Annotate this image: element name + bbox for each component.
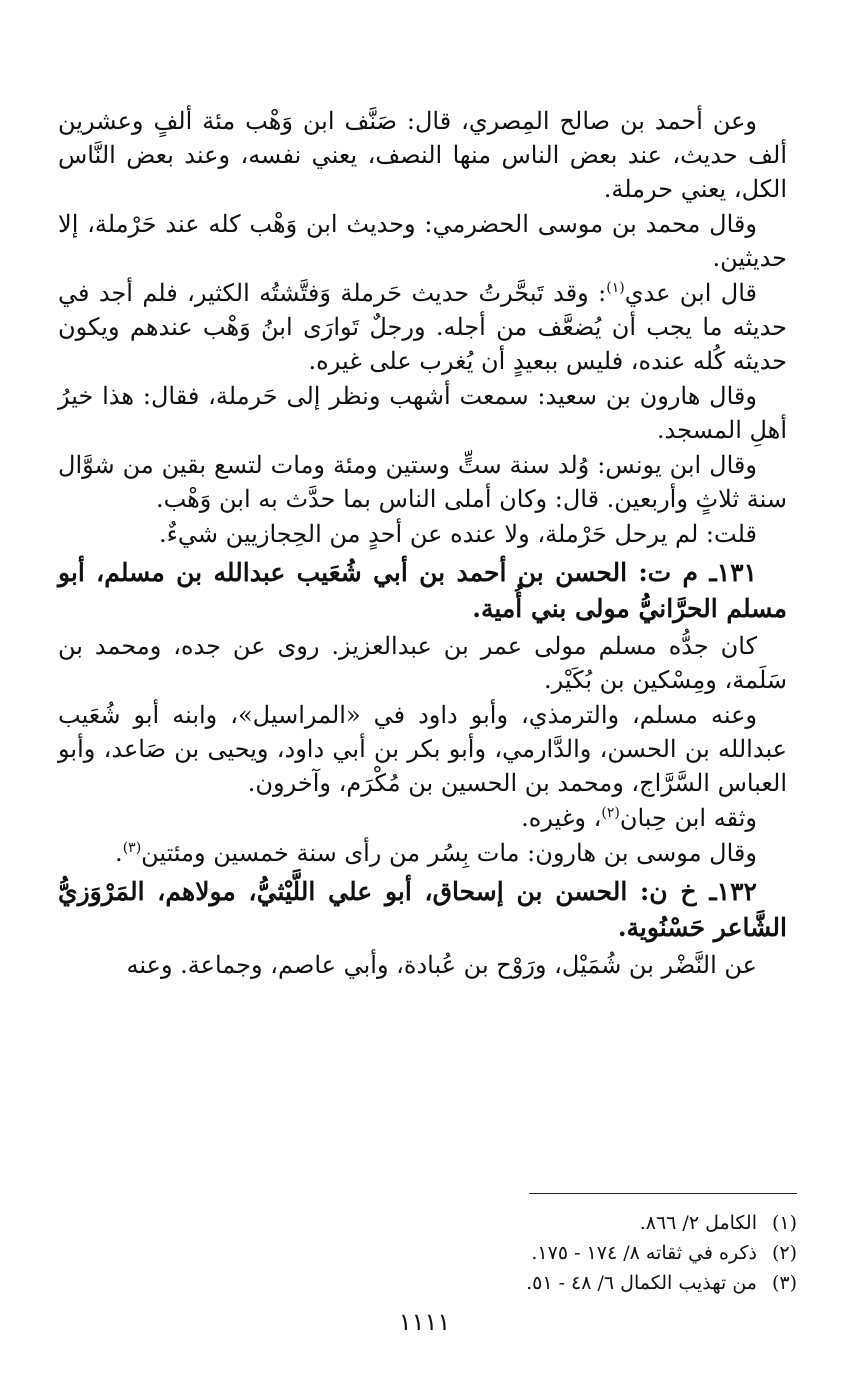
main-text <box>58 104 787 983</box>
entry-codes: م ت: <box>638 558 699 587</box>
entry-heading-131 <box>58 555 787 627</box>
footnote-text: ذكره في ثقاته ٨/ ١٧٤ - ١٧٥. <box>531 1242 757 1264</box>
entry-codes: خ ن: <box>640 877 697 906</box>
paragraph-text: وثقه ابن حِبان <box>619 804 757 832</box>
paragraph <box>58 801 787 835</box>
paragraph: وقال هارون بن سعيد: سمعت أشهب ونظر إلى حَرملة، فقال: هذا خيرُ أهلِ المسجد. <box>58 382 787 444</box>
footnote <box>60 1268 797 1298</box>
paragraph: كان جدُّه مسلم مولى عمر بن عبدالعزيز. روى عن جده، ومحمد بن سَلَمة، ومِسْكين بن بُكَيْر. <box>58 632 787 694</box>
footnotes <box>60 1208 797 1298</box>
entry-heading-132 <box>58 874 787 946</box>
footnote-text: من تهذيب الكمال ٦/ ٤٨ - ٥١. <box>526 1272 757 1294</box>
paragraph: وقال ابن يونس: وُلد سنة ستٍّ وستين ومئة ومات لتسع بقين من شوَّال سنة ثلاثٍ وأربعين. قال: وكان أملى الناس بما حدَّث به ابن وَهْب. <box>58 451 787 513</box>
paragraph-text: قال ابن عدي <box>624 279 757 307</box>
entry-number: ١٣١ـ <box>709 558 757 587</box>
footnote-ref[interactable]: (٣) <box>122 840 142 856</box>
paragraph: عن النَّضْر بن شُمَيْل، ورَوْح بن عُبادة، وأبي عاصم، وجماعة. وعنه <box>126 951 757 979</box>
page-number: ١١١١ <box>398 1308 451 1336</box>
paragraph: قلت: لم يرحل حَرْملة، ولا عنده عن أحدٍ من الحِجازيين شيءٌ. <box>159 520 757 548</box>
footnote <box>60 1238 797 1268</box>
footnote-ref[interactable]: (١) <box>606 280 625 296</box>
paragraph-text: ، وغيره. <box>521 804 602 832</box>
paragraph: وعنه مسلم، والترمذي، وأبو داود في «المراسيل»، وابنه أبو شُعَيب عبدالله بن الحسن، والدَّارمي، وأبو بكر بن أبي داود، ويحيى بن صَاعد، وأبو العباس السَّرَّاج، ومحمد بن الحسين بن مُكْرَم، وآخرون. <box>58 701 787 797</box>
footnote-number: (٢) <box>771 1242 797 1264</box>
paragraph-text: وقال موسى بن هارون: مات بِسُر من رأى سنة خمسين ومئتين <box>141 839 757 867</box>
footnote-text: الكامل ٢/ ٨٦٦. <box>639 1212 757 1234</box>
footnote-ref[interactable]: (٢) <box>601 805 620 821</box>
footnote-divider <box>529 1193 797 1194</box>
footnote-number: (٣) <box>771 1272 797 1294</box>
paragraph: وعن أحمد بن صالح المِصري، قال: صَنَّف ابن وَهْب مئة ألفٍ وعشرين ألف حديث، عند بعض الناس منها النصف، يعني نفسه، وعند بعض النَّاس الكل، يعني حرملة. <box>58 107 787 203</box>
paragraph: وقال محمد بن موسى الحضرمي: وحديث ابن وَهْب كله عند حَرْملة، إلا حديثين. <box>58 210 787 272</box>
paragraph <box>58 836 787 870</box>
entry-name: الحسن بن إسحاق، أبو علي اللَّيْثيُّ، مولاهم، المَرْوَزيُّ الشَّاعر حَسْنُوية. <box>58 877 787 942</box>
paragraph-text: : وقد تَبحَّرتُ حديث حَرملة وَفتَّشتُه الكثير، فلم أجد في حديثه ما يجب أن يُضعَّف من أجله. ورجلٌ تَوارَى ابنُ وَهْب عندهم ويكون حديثه كُله عنده، فليس ببعيدٍ أن يُغرب على غيره. <box>58 279 787 375</box>
paragraph <box>58 276 787 378</box>
footnote-number: (١) <box>771 1212 797 1234</box>
footnote <box>60 1208 797 1238</box>
entry-number: ١٣٢ـ <box>709 877 757 906</box>
entry-name: الحسن بن أحمد بن أبي شُعَيب عبدالله بن مسلم، أبو مسلم الحرَّانيُّ مولى بني أُمية. <box>58 558 787 623</box>
paragraph-text: . <box>115 839 123 867</box>
